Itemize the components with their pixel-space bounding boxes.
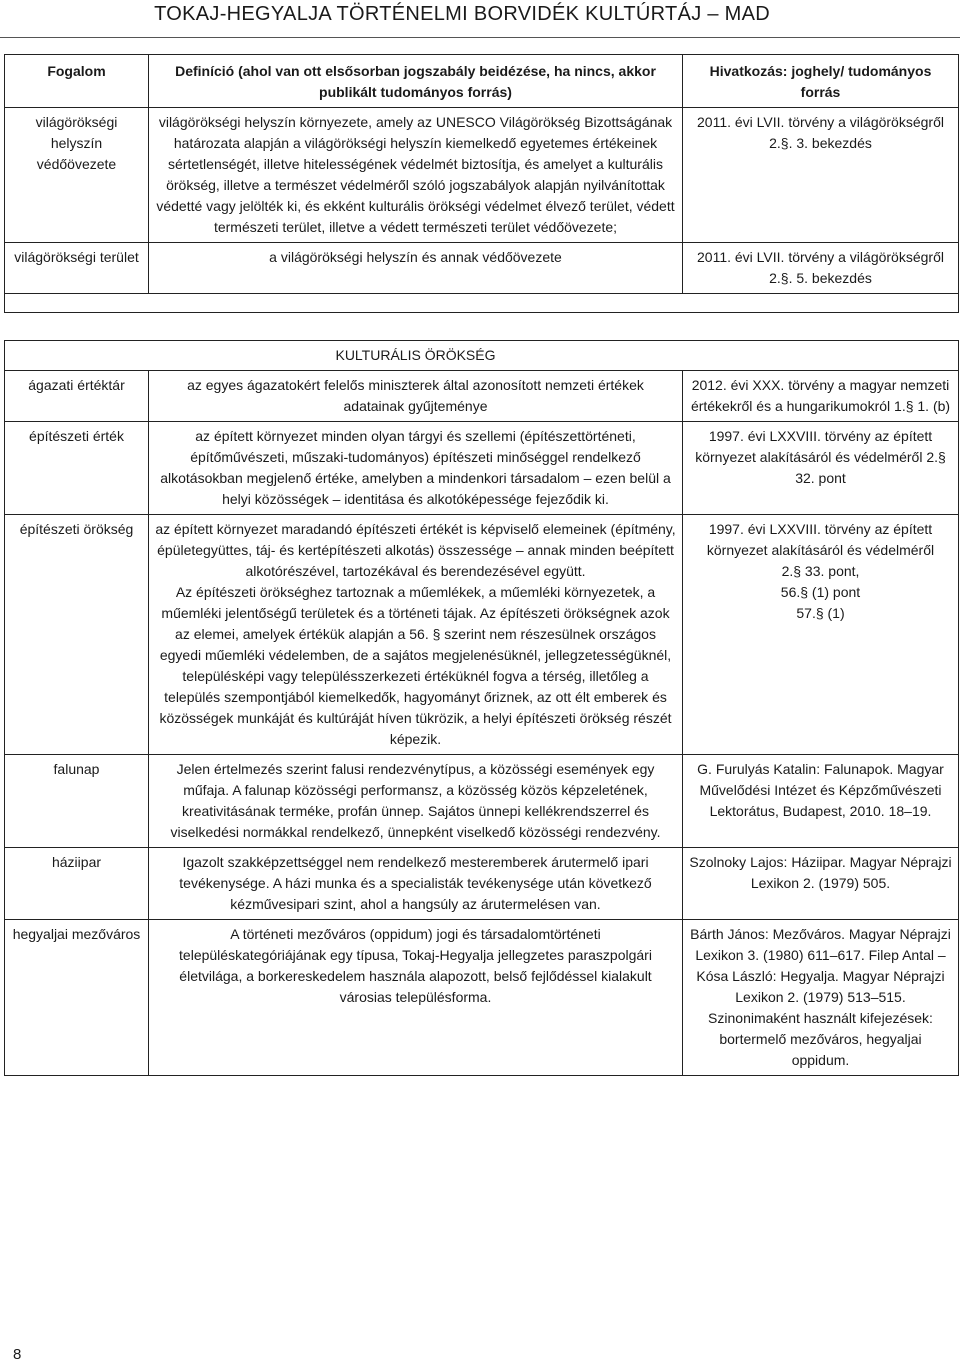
term-cell: építészeti érték [5, 422, 149, 515]
term-cell: ágazati értéktár [5, 371, 149, 422]
definition-cell: az épített környezet minden olyan tárgyi és szellemi (építészettörténeti, építőművészeti, műszaki-tudományos) építészeti minőséggel rendelkező alkotásokban megjelenő értéke, amelyben a mindenkori társadalom – ezen belül a helyi közösségek – identitása és alkotóképessége fejeződik ki. [149, 422, 683, 515]
table-row [5, 108, 959, 243]
table-header-row [5, 55, 959, 108]
table-row [5, 848, 959, 920]
definition-cell: az épített környezet maradandó építészeti értékét is képviselő elemeinek (építmény, épületegyüttes, táj- és kertépítészeti alkotás) összessége – annak minden beépített alkotórészével, tartozékával és berendezésével együtt. Az építészeti örökséghez tartoznak a műemlékek, a műemléki környezetek, a műemléki jelentőségű területek és a történeti tájak. Az építészeti örökségnek azok az elemei, amelyek értékük alapján a 56. § szerint nem részesülnek országos egyedi műemléki védelemben, de a sajátos megjelenésüknél, jellegzetességüknél, településképi vagy településszerkezeti értéküknél fogva a térség, illetőleg a település szempontjából kiemelkedők, hagyományt őriznek, az ott élt emberek és közösségek munkáját és kultúráját híven tükrözik, a helyi építészeti örökség részét képezik. [149, 515, 683, 755]
header-term: Fogalom [5, 55, 149, 108]
table-row [5, 515, 959, 755]
table-row [5, 920, 959, 1076]
term-cell: hegyaljai mezőváros [5, 920, 149, 1076]
definitions-table-2 [4, 340, 959, 1076]
reference-cell: G. Furulyás Katalin: Falunapok. Magyar Művelődési Intézet és Képzőművészeti Lektorátus, Budapest, 2010. 18–19. [683, 755, 959, 848]
definition-cell: A történeti mezőváros (oppidum) jogi és társadalomtörténeti településkategóriájának egy típusa, Tokaj-Hegyalja jellegzetes paraszpolgári életvilága, a borkereskedelem használa alapozott, belső fejlődéssel kialakult városias településforma. [149, 920, 683, 1076]
definition-cell: az egyes ágazatokért felelős miniszterek által azonosított nemzeti értékek adatainak gyűjteménye [149, 371, 683, 422]
header-reference: Hivatkozás: joghely/ tudományos forrás [683, 55, 959, 108]
term-cell: háziipar [5, 848, 149, 920]
section-title: KULTURÁLIS ÖRÖKSÉG [149, 341, 683, 371]
term-cell: világörökségi terület [5, 243, 149, 294]
definition-cell: Jelen értelmezés szerint falusi rendezvénytípus, a közösségi események egy műfaja. A falunap közösségi performansz, a közösség közös képzeletének, kreativitásának terméke, profán ünnep. Sajátos ünnepi kellékrendszerrel és viselkedési normákkal rendelkező, ünnepként viselkedő közösségi rendezvény. [149, 755, 683, 848]
reference-cell: 2011. évi LVII. törvény a világörökségről 2.§. 3. bekezdés [683, 108, 959, 243]
running-header: TOKAJ-HEGYALJA TÖRTÉNELMI BORVIDÉK KULTÚRTÁJ – MAD [154, 3, 770, 25]
page-number: 8 [13, 1346, 22, 1363]
table-row [5, 755, 959, 848]
definition-cell: a világörökségi helyszín és annak védőövezete [149, 243, 683, 294]
term-cell: falunap [5, 755, 149, 848]
table-row [5, 243, 959, 294]
reference-cell: 2011. évi LVII. törvény a világörökségről 2.§. 5. bekezdés [683, 243, 959, 294]
definition-cell: világörökségi helyszín környezete, amely az UNESCO Világörökség Bizottságának határozata alapján a világörökségi helyszín kiemelkedő egyetemes értékeinek sértetlenségét, illetve hitelességének védelmét biztosítja, és amelyet a kulturális örökség, illetve a természet védelméről szóló jogszabályok alapján nyilvánítottak védetté vagy jelölték ki, és ekként kulturális örökségi védelmet élvező terület, védett természeti terület, illetve a védett természeti terület védőövezete; [149, 108, 683, 243]
definitions-table-1 [4, 54, 959, 313]
term-cell: építészeti örökség [5, 515, 149, 755]
header-definition: Definíció (ahol van ott elsősorban jogszabály beidézése, ha nincs, akkor publikált tudományos forrás) [149, 55, 683, 108]
table-row [5, 422, 959, 515]
spacer-row [5, 294, 959, 313]
reference-cell: 1997. évi LXXVIII. törvény az épített környezet alakításáról és védelméről 2.§ 33. pont, 56.§ (1) pont 57.§ (1) [683, 515, 959, 755]
reference-cell: 2012. évi XXX. törvény a magyar nemzeti értékekről és a hungarikumokról 1.§ 1. (b) [683, 371, 959, 422]
reference-cell: Bárth János: Mezőváros. Magyar Néprajzi Lexikon 3. (1980) 611–617. Filep Antal – Kósa László: Hegyalja. Magyar Néprajzi Lexikon 2. (1979) 513–515. Szinonimaként használt kifejezések: bortermelő mezőváros, hegyaljai oppidum. [683, 920, 959, 1076]
reference-cell: 1997. évi LXXVIII. törvény az épített környezet alakításáról és védelméről 2.§ 32. pont [683, 422, 959, 515]
header-rule [0, 37, 960, 38]
definition-cell: Igazolt szakképzettséggel nem rendelkező mesteremberek árutermelő ipari tevékenysége. A házi munka és a specialisták tevékenysége után következő kézművesipari szint, ahol a hangsúly az árutermelésen van. [149, 848, 683, 920]
term-cell: világörökségi helyszín védőövezete [5, 108, 149, 243]
reference-cell: Szolnoky Lajos: Háziipar. Magyar Néprajzi Lexikon 2. (1979) 505. [683, 848, 959, 920]
section-row [5, 341, 959, 371]
table-row [5, 371, 959, 422]
